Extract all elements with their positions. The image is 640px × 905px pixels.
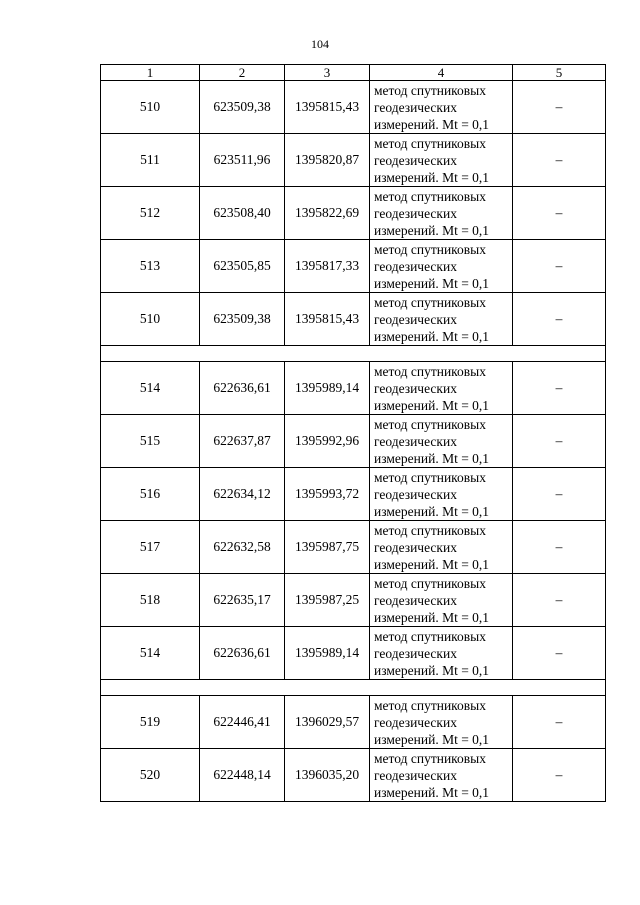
column-header: 1 <box>101 65 200 81</box>
method-line: измерений. Mt = 0,1 <box>374 662 490 678</box>
method-line: геодезических <box>374 714 457 730</box>
dash-mark: – <box>555 311 563 326</box>
note-cell <box>513 696 606 749</box>
method-cell <box>370 415 513 468</box>
dash-mark: – <box>555 539 563 554</box>
point-number-cell: 511 <box>101 134 200 187</box>
group-separator-row <box>101 680 606 696</box>
page-number: 104 <box>311 37 329 51</box>
table-row <box>101 415 606 468</box>
method-line: измерений. Mt = 0,1 <box>374 556 490 572</box>
column-header: 2 <box>200 65 285 81</box>
y-coordinate-cell: 1395815,43 <box>285 81 370 134</box>
group-separator-cell <box>101 346 606 362</box>
method-line: метод спутниковых <box>374 188 486 204</box>
note-cell <box>513 574 606 627</box>
x-coordinate-cell: 623509,38 <box>200 81 285 134</box>
method-cell <box>370 362 513 415</box>
note-cell <box>513 749 606 802</box>
method-cell <box>370 749 513 802</box>
dash-mark: – <box>555 486 563 501</box>
y-coordinate-cell: 1395993,72 <box>285 468 370 521</box>
method-line: геодезических <box>374 645 457 661</box>
x-coordinate-cell: 623511,96 <box>200 134 285 187</box>
table-row <box>101 81 606 134</box>
method-cell <box>370 521 513 574</box>
note-cell <box>513 415 606 468</box>
method-line: геодезических <box>374 433 457 449</box>
method-line: геодезических <box>374 592 457 608</box>
x-coordinate-cell: 622636,61 <box>200 627 285 680</box>
column-header: 4 <box>370 65 513 81</box>
point-number-cell: 510 <box>101 81 200 134</box>
group-separator-cell <box>101 680 606 696</box>
y-coordinate-cell: 1395987,25 <box>285 574 370 627</box>
table-row <box>101 362 606 415</box>
method-cell <box>370 696 513 749</box>
x-coordinate-cell: 622636,61 <box>200 362 285 415</box>
x-coordinate-cell: 622637,87 <box>200 415 285 468</box>
group-separator-row <box>101 346 606 362</box>
method-line: геодезических <box>374 767 457 783</box>
method-line: измерений. Mt = 0,1 <box>374 397 490 413</box>
x-coordinate-cell: 622448,14 <box>200 749 285 802</box>
dash-mark: – <box>555 592 563 607</box>
method-cell <box>370 81 513 134</box>
method-cell <box>370 293 513 346</box>
table-row <box>101 521 606 574</box>
method-cell <box>370 574 513 627</box>
table-row <box>101 696 606 749</box>
method-line: метод спутниковых <box>374 416 486 432</box>
point-number-cell: 512 <box>101 187 200 240</box>
dash-mark: – <box>555 714 563 729</box>
x-coordinate-cell: 622632,58 <box>200 521 285 574</box>
y-coordinate-cell: 1395815,43 <box>285 293 370 346</box>
method-line: метод спутниковых <box>374 82 486 98</box>
method-line: измерений. Mt = 0,1 <box>374 731 490 747</box>
method-line: измерений. Mt = 0,1 <box>374 222 490 238</box>
dash-mark: – <box>555 205 563 220</box>
point-number-cell: 513 <box>101 240 200 293</box>
method-line: метод спутниковых <box>374 469 486 485</box>
y-coordinate-cell: 1395992,96 <box>285 415 370 468</box>
method-line: метод спутниковых <box>374 363 486 379</box>
method-cell <box>370 468 513 521</box>
method-line: геодезических <box>374 99 457 115</box>
dash-mark: – <box>555 767 563 782</box>
x-coordinate-cell: 623505,85 <box>200 240 285 293</box>
method-cell <box>370 240 513 293</box>
method-line: метод спутниковых <box>374 241 486 257</box>
table-row <box>101 187 606 240</box>
point-number-cell: 519 <box>101 696 200 749</box>
table-row <box>101 749 606 802</box>
column-header: 3 <box>285 65 370 81</box>
x-coordinate-cell: 622446,41 <box>200 696 285 749</box>
y-coordinate-cell: 1395987,75 <box>285 521 370 574</box>
method-line: метод спутниковых <box>374 697 486 713</box>
x-coordinate-cell: 623508,40 <box>200 187 285 240</box>
y-coordinate-cell: 1395817,33 <box>285 240 370 293</box>
method-line: измерений. Mt = 0,1 <box>374 116 490 132</box>
dash-mark: – <box>555 645 563 660</box>
method-line: геодезических <box>374 258 457 274</box>
point-number-cell: 517 <box>101 521 200 574</box>
coordinates-table <box>100 64 606 802</box>
dash-mark: – <box>555 380 563 395</box>
method-line: геодезических <box>374 486 457 502</box>
table-row <box>101 627 606 680</box>
dash-mark: – <box>555 152 563 167</box>
x-coordinate-cell: 622635,17 <box>200 574 285 627</box>
note-cell <box>513 521 606 574</box>
dash-mark: – <box>555 99 563 114</box>
note-cell <box>513 627 606 680</box>
point-number-cell: 518 <box>101 574 200 627</box>
note-cell <box>513 293 606 346</box>
y-coordinate-cell: 1396035,20 <box>285 749 370 802</box>
point-number-cell: 514 <box>101 627 200 680</box>
y-coordinate-cell: 1396029,57 <box>285 696 370 749</box>
method-line: геодезических <box>374 152 457 168</box>
x-coordinate-cell: 622634,12 <box>200 468 285 521</box>
method-line: геодезических <box>374 311 457 327</box>
y-coordinate-cell: 1395989,14 <box>285 627 370 680</box>
note-cell <box>513 362 606 415</box>
point-number-cell: 510 <box>101 293 200 346</box>
table-row <box>101 293 606 346</box>
point-number-cell: 520 <box>101 749 200 802</box>
dash-mark: – <box>555 433 563 448</box>
method-line: геодезических <box>374 380 457 396</box>
y-coordinate-cell: 1395822,69 <box>285 187 370 240</box>
header-row <box>101 65 606 81</box>
method-line: геодезических <box>374 205 457 221</box>
method-cell <box>370 187 513 240</box>
method-line: метод спутниковых <box>374 628 486 644</box>
method-line: измерений. Mt = 0,1 <box>374 275 490 291</box>
method-line: геодезических <box>374 539 457 555</box>
table-row <box>101 240 606 293</box>
table-row <box>101 468 606 521</box>
note-cell <box>513 240 606 293</box>
method-line: измерений. Mt = 0,1 <box>374 328 490 344</box>
note-cell <box>513 81 606 134</box>
table-row <box>101 574 606 627</box>
point-number-cell: 516 <box>101 468 200 521</box>
note-cell <box>513 468 606 521</box>
method-line: метод спутниковых <box>374 294 486 310</box>
table-row <box>101 134 606 187</box>
point-number-cell: 515 <box>101 415 200 468</box>
method-line: измерений. Mt = 0,1 <box>374 784 490 800</box>
method-cell <box>370 627 513 680</box>
column-header: 5 <box>513 65 606 81</box>
method-line: измерений. Mt = 0,1 <box>374 450 490 466</box>
note-cell <box>513 187 606 240</box>
note-cell <box>513 134 606 187</box>
method-line: измерений. Mt = 0,1 <box>374 503 490 519</box>
method-line: измерений. Mt = 0,1 <box>374 169 490 185</box>
method-line: метод спутниковых <box>374 750 486 766</box>
y-coordinate-cell: 1395989,14 <box>285 362 370 415</box>
dash-mark: – <box>555 258 563 273</box>
y-coordinate-cell: 1395820,87 <box>285 134 370 187</box>
point-number-cell: 514 <box>101 362 200 415</box>
table-body <box>101 65 606 802</box>
method-line: метод спутниковых <box>374 575 486 591</box>
method-cell <box>370 134 513 187</box>
method-line: измерений. Mt = 0,1 <box>374 609 490 625</box>
method-line: метод спутниковых <box>374 135 486 151</box>
method-line: метод спутниковых <box>374 522 486 538</box>
x-coordinate-cell: 623509,38 <box>200 293 285 346</box>
